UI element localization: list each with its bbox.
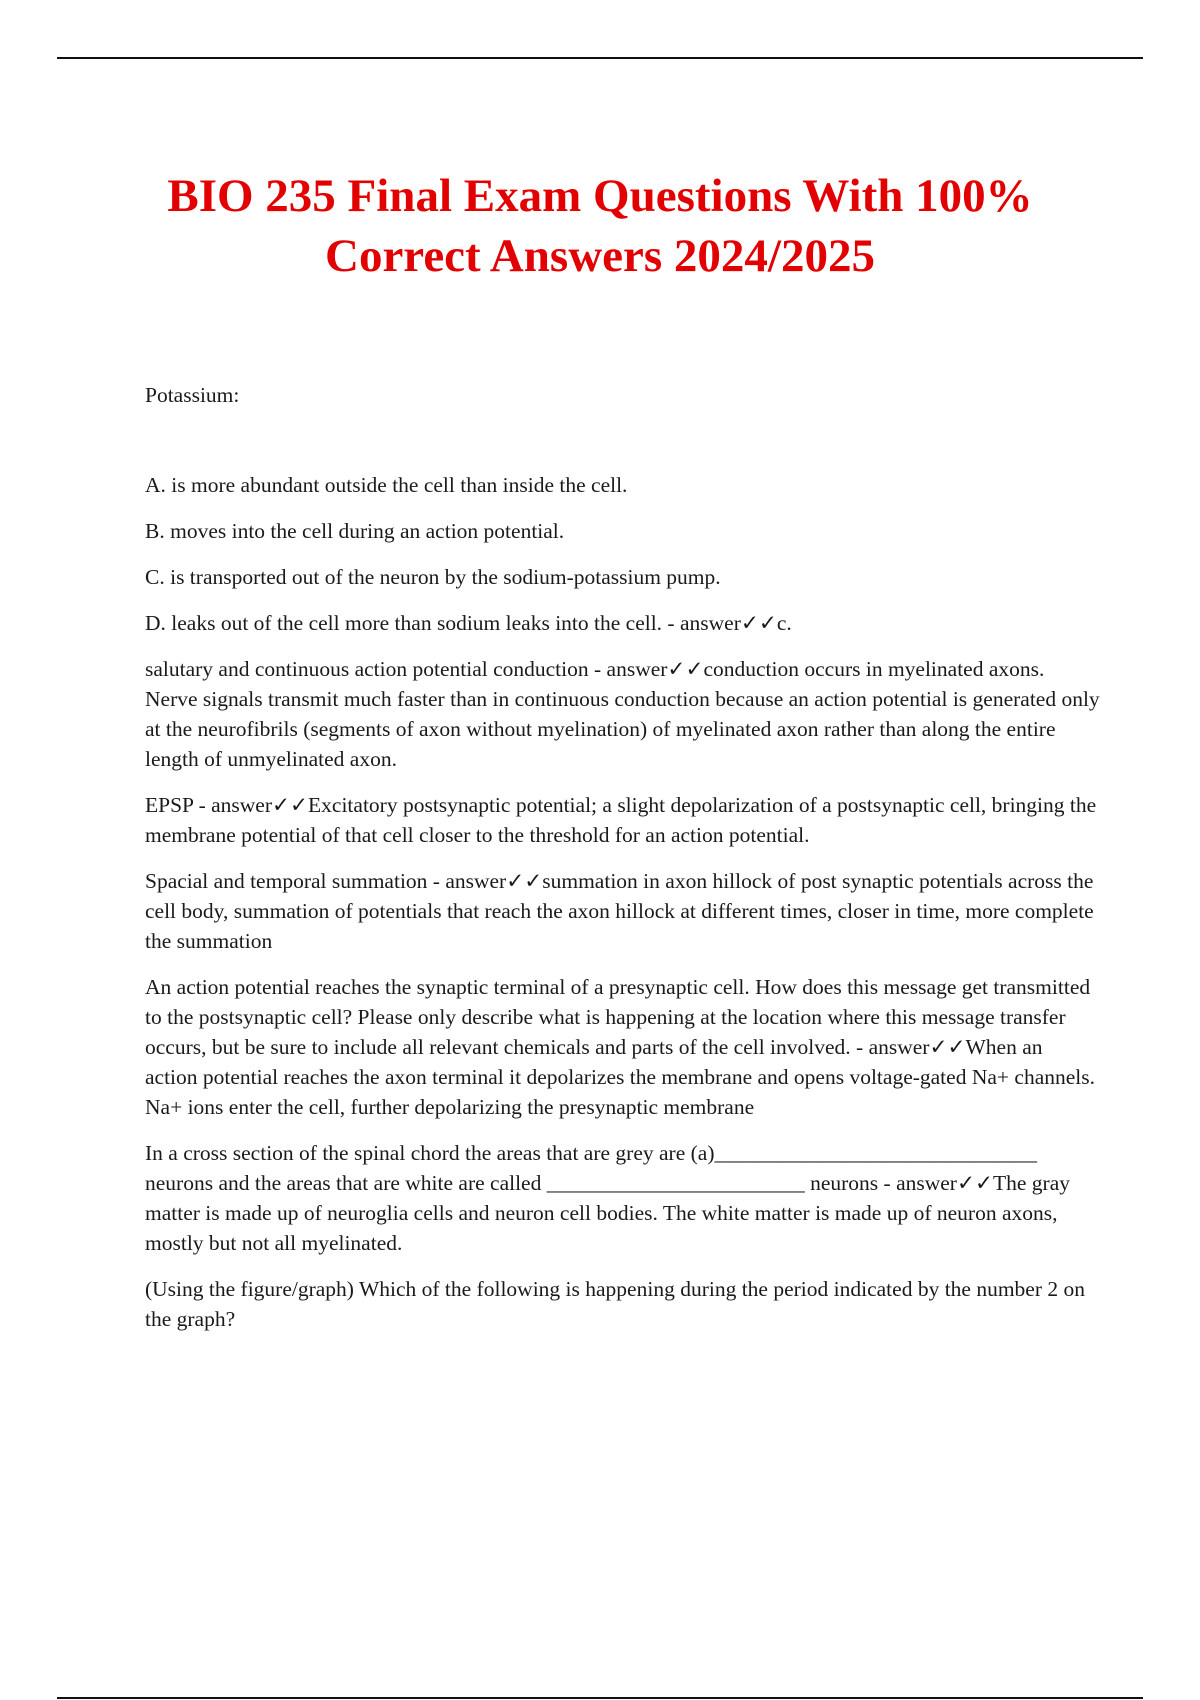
option-b: B. moves into the cell during an action potential.: [145, 519, 565, 543]
document-body: [145, 380, 1100, 1350]
qa-paragraph-synaptic: An action potential reaches the synaptic terminal of a presynaptic cell. How does this message get transmitted to the postsynaptic cell? Please only describe what is happening at the location where this message transfer occurs, but be sure to include all relevant chemicals and parts of the cell involved. - answer✓✓When an action potential reaches the axon terminal it depolarizes the membrane and opens voltage-gated Na+ channels. Na+ ions enter the cell, further depolarizing the presynaptic membrane: [145, 975, 1095, 1119]
option-d: D. leaks out of the cell more than sodium leaks into the cell. - answer✓✓c.: [145, 611, 792, 635]
document-title: [100, 166, 1100, 286]
qa-paragraph-spinal-cord: In a cross section of the spinal chord the areas that are grey are (a)______________________________ neurons and the areas that are white are called ________________________ neurons - answer✓✓The gray matter is made up of neuroglia cells and neuron cell bodies. The white matter is made up of neuron axons, mostly but not all myelinated.: [145, 1141, 1071, 1255]
top-rule: [57, 57, 1143, 59]
bottom-rule: [57, 1697, 1143, 1699]
title-line-2: Correct Answers 2024/2025: [325, 230, 875, 282]
qa-paragraph-conduction: salutary and continuous action potential conduction - answer✓✓conduction occurs in myelinated axons. Nerve signals transmit much faster than in continuous conduction because an action potential is generated only at the neurofibrils (segments of axon without myelination) of myelinated axon rather than along the entire length of unmyelinated axon.: [145, 657, 1100, 771]
option-a: A. is more abundant outside the cell than inside the cell.: [145, 473, 628, 497]
qa-paragraph-epsp: EPSP - answer✓✓Excitatory postsynaptic potential; a slight depolarization of a postsynaptic cell, bringing the membrane potential of that cell closer to the threshold for an action potential.: [145, 793, 1097, 847]
option-c: C. is transported out of the neuron by the sodium-potassium pump.: [145, 565, 721, 589]
title-line-1: BIO 235 Final Exam Questions With 100%: [167, 170, 1033, 222]
qa-paragraph-summation: Spacial and temporal summation - answer✓✓summation in axon hillock of post synaptic potentials across the cell body, summation of potentials that reach the axon hillock at different times, closer in time, more complete the summation: [145, 869, 1094, 953]
question-stem: Potassium:: [145, 383, 240, 407]
qa-paragraph-graph: (Using the figure/graph) Which of the following is happening during the period indicated by the number 2 on the graph?: [145, 1277, 1086, 1331]
